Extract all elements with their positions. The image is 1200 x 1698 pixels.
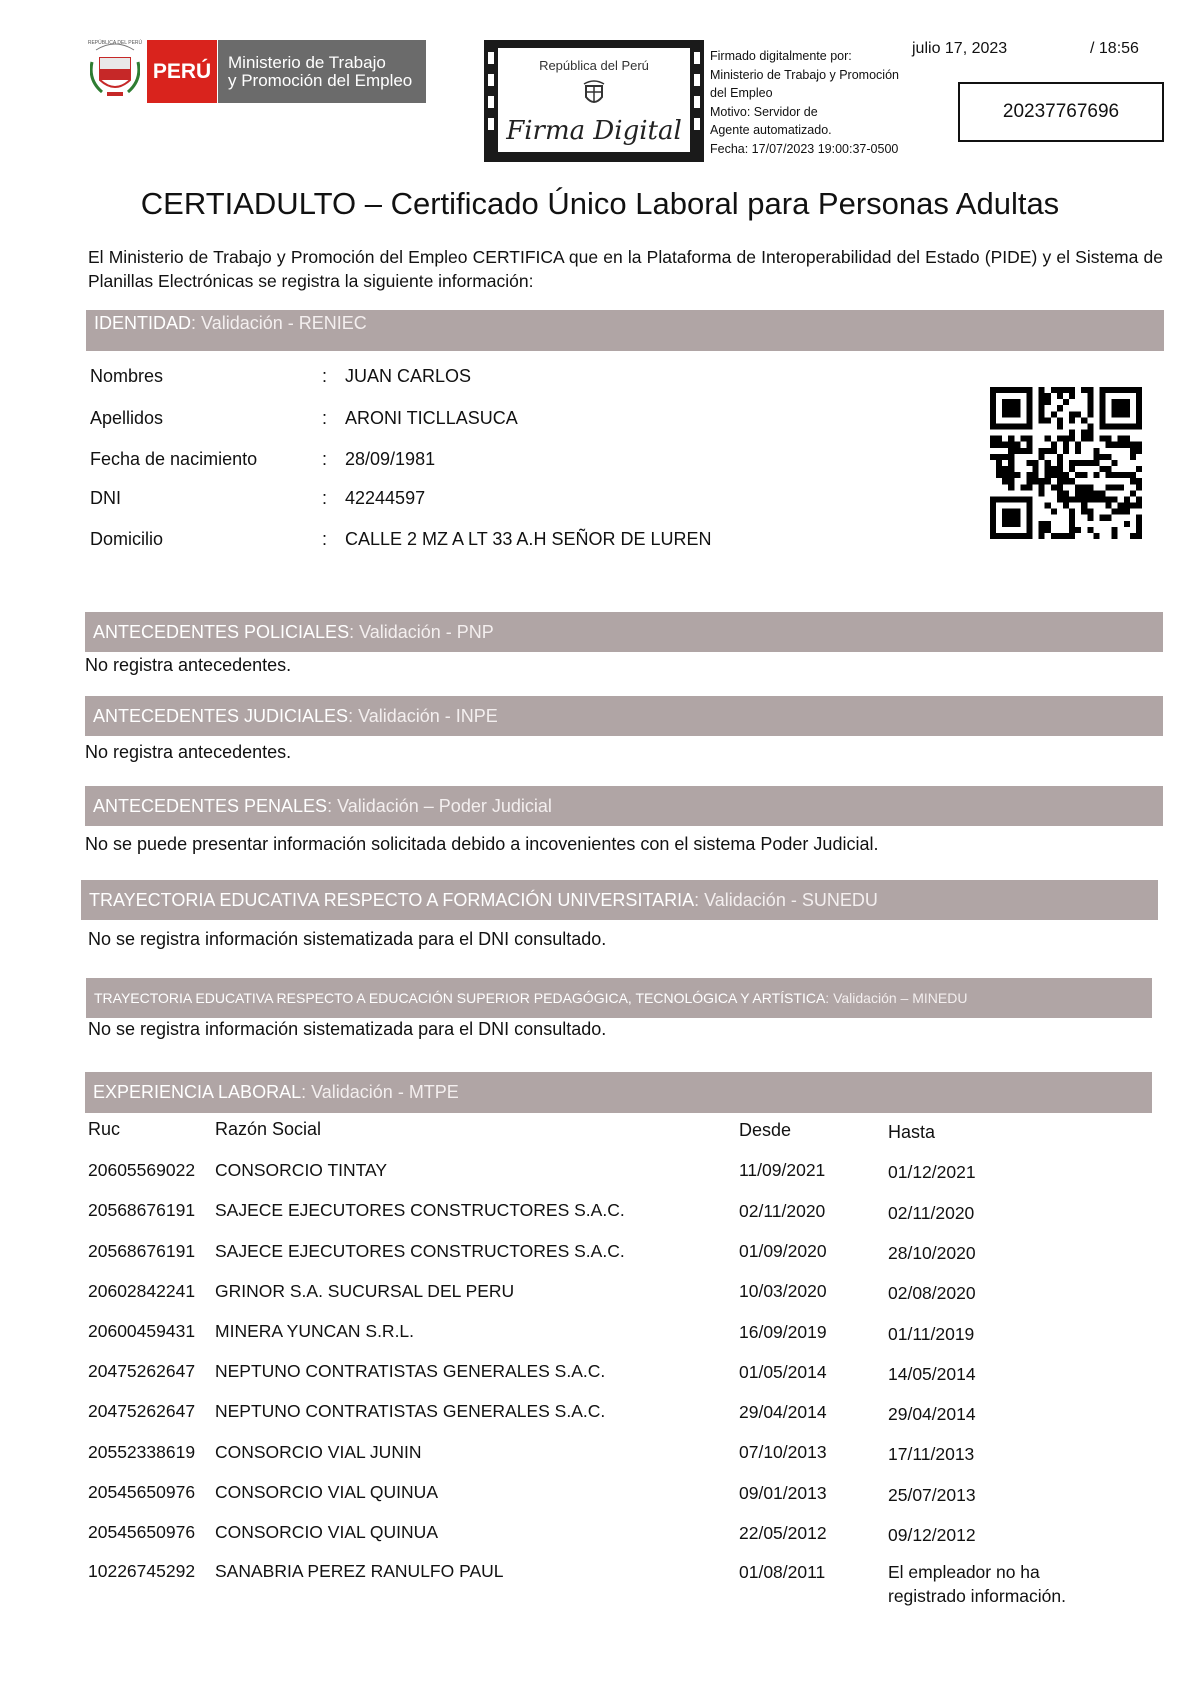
cell-from: 16/09/2019 bbox=[739, 1322, 827, 1342]
field-colon: : bbox=[322, 408, 328, 428]
column-header-to: Hasta bbox=[888, 1122, 936, 1142]
section-title: ANTECEDENTES JUDICIALES bbox=[93, 705, 349, 726]
cell-from: 22/05/2012 bbox=[739, 1523, 827, 1543]
cell-from: 07/10/2013 bbox=[739, 1442, 827, 1462]
cell-name: GRINOR S.A. SUCURSAL DEL PERU bbox=[215, 1281, 515, 1301]
cell-ruc: 20552338619 bbox=[88, 1442, 196, 1462]
shield-emblem-icon bbox=[582, 80, 606, 108]
cell-to: 14/05/2014 bbox=[888, 1364, 976, 1384]
ministry-name-line1: Ministerio de Trabajo bbox=[228, 53, 386, 72]
section-title: ANTECEDENTES PENALES bbox=[93, 795, 328, 816]
document-number: 20237767696 bbox=[1002, 101, 1120, 122]
cell-from: 01/09/2020 bbox=[739, 1241, 827, 1261]
field-value-apellidos: ARONI TICLLASUCA bbox=[345, 408, 518, 428]
section-text-police: No registra antecedentes. bbox=[85, 655, 292, 675]
cell-from: 29/04/2014 bbox=[739, 1402, 827, 1422]
cell-to: 17/11/2013 bbox=[888, 1444, 975, 1464]
cell-name: SAJECE EJECUTORES CONSTRUCTORES S.A.C. bbox=[215, 1241, 625, 1261]
document-number-box bbox=[958, 82, 1164, 142]
section-text-penal: No se puede presentar información solicitada debido a incovenientes con el sistema Poder Judicial. bbox=[85, 834, 879, 854]
cell-name: MINERA YUNCAN S.R.L. bbox=[215, 1321, 415, 1341]
field-label-birthdate: Fecha de nacimiento bbox=[90, 449, 258, 469]
field-value-domicilio: CALLE 2 MZ A LT 33 A.H SEÑOR DE LUREN bbox=[345, 529, 712, 549]
section-text-higher-education: No se registra información sistematizada para el DNI consultado. bbox=[88, 1019, 607, 1039]
crest-caption: REPÚBLICA DEL PERÚ bbox=[87, 40, 143, 46]
cell-to: 28/10/2020 bbox=[888, 1243, 976, 1263]
seal-title: República del Perú bbox=[539, 58, 649, 73]
reason-line1: Motivo: Servidor de bbox=[710, 104, 818, 119]
section-header-judicial bbox=[85, 696, 1163, 736]
cell-ruc: 20568676191 bbox=[88, 1200, 196, 1220]
cell-to: 02/08/2020 bbox=[888, 1283, 976, 1303]
signed-by-label: Firmado digitalmente por: bbox=[710, 49, 852, 63]
section-validation: : Validación - SUNEDU bbox=[694, 889, 878, 910]
section-header-identity bbox=[86, 310, 1164, 351]
digital-signature-seal bbox=[484, 40, 704, 162]
page-title: CERTIADULTO – Certificado Único Laboral para Personas Adultas bbox=[140, 186, 1060, 221]
field-colon: : bbox=[322, 488, 328, 508]
cell-from: 02/11/2020 bbox=[739, 1201, 826, 1221]
field-value-birthdate: 28/09/1981 bbox=[345, 449, 436, 469]
section-header-higher-education bbox=[86, 978, 1152, 1018]
section-validation: : Validación - MTPE bbox=[301, 1082, 459, 1102]
cell-from: 01/05/2014 bbox=[739, 1362, 827, 1382]
cell-to: 02/11/2020 bbox=[888, 1203, 975, 1223]
qr-code bbox=[990, 387, 1142, 539]
cell-ruc: 20545650976 bbox=[88, 1482, 196, 1502]
cell-to: 25/07/2013 bbox=[888, 1485, 976, 1505]
cell-name: SAJECE EJECUTORES CONSTRUCTORES S.A.C. bbox=[215, 1200, 625, 1220]
cell-from: 09/01/2013 bbox=[739, 1483, 827, 1503]
ministry-logo-block bbox=[218, 40, 426, 103]
cell-ruc: 20475262647 bbox=[88, 1401, 196, 1421]
field-colon: : bbox=[322, 449, 328, 469]
column-header-from: Desde bbox=[739, 1120, 792, 1140]
field-label-apellidos: Apellidos bbox=[90, 408, 164, 428]
signer-line1: Ministerio de Trabajo y Promoción bbox=[710, 67, 899, 82]
field-label-dni: DNI bbox=[90, 488, 121, 508]
section-header-experience bbox=[85, 1072, 1152, 1113]
cell-ruc: 20600459431 bbox=[88, 1321, 196, 1341]
section-validation: : Validación – MINEDU bbox=[825, 990, 968, 1006]
issue-time: / 18:56 bbox=[1090, 40, 1139, 57]
cell-name: CONSORCIO VIAL QUINUA bbox=[215, 1522, 438, 1542]
cell-from: 01/08/2011 bbox=[739, 1562, 826, 1582]
cell-to: 09/12/2012 bbox=[888, 1525, 976, 1545]
cell-ruc: 20568676191 bbox=[88, 1241, 196, 1261]
intro-paragraph: El Ministerio de Trabajo y Promoción del Empleo CERTIFICA que en la Plataforma de Interoperabilidad del Estado (PIDE) y el Sistema de Planillas Electrónicas se registra la siguiente información: bbox=[88, 247, 1163, 291]
section-title: EXPERIENCIA LABORAL bbox=[93, 1082, 302, 1102]
cell-ruc: 20545650976 bbox=[88, 1522, 196, 1542]
cell-ruc: 20475262647 bbox=[88, 1361, 196, 1381]
section-validation: : Validación - INPE bbox=[348, 705, 498, 726]
section-header-police bbox=[85, 612, 1163, 652]
section-header-university bbox=[81, 880, 1158, 920]
field-value-nombres: JUAN CARLOS bbox=[345, 366, 472, 386]
ministry-name-line2: y Promoción del Empleo bbox=[228, 71, 413, 90]
cell-name: SANABRIA PEREZ RANULFO PAUL bbox=[215, 1561, 504, 1581]
cell-ruc: 20605569022 bbox=[88, 1160, 196, 1180]
section-header-penal bbox=[85, 786, 1163, 826]
section-title: TRAYECTORIA EDUCATIVA RESPECTO A EDUCACIÓN SUPERIOR PEDAGÓGICA, TECNOLÓGICA Y ARTÍSTICA bbox=[94, 990, 826, 1006]
field-label-nombres: Nombres bbox=[90, 366, 164, 386]
reason-line2: Agente automatizado. bbox=[710, 123, 832, 137]
section-title: ANTECEDENTES POLICIALES bbox=[93, 621, 350, 642]
field-colon: : bbox=[322, 529, 328, 549]
cell-to: 01/12/2021 bbox=[888, 1162, 976, 1182]
field-value-dni: 42244597 bbox=[345, 488, 426, 508]
cell-from: 11/09/2021 bbox=[739, 1160, 826, 1180]
issue-date: julio 17, 2023 bbox=[912, 40, 1008, 57]
cell-from: 10/03/2020 bbox=[739, 1281, 827, 1301]
peru-logo-block bbox=[147, 40, 217, 103]
cell-name: CONSORCIO TINTAY bbox=[215, 1160, 388, 1180]
field-colon: : bbox=[322, 366, 328, 386]
cell-name: CONSORCIO VIAL JUNIN bbox=[215, 1442, 422, 1462]
signature-date-line: Fecha: 17/07/2023 19:00:37-0500 bbox=[710, 141, 899, 156]
signature-info bbox=[710, 47, 940, 158]
section-text-university: No se registra información sistematizada para el DNI consultado. bbox=[88, 929, 607, 949]
cell-name: CONSORCIO VIAL QUINUA bbox=[215, 1482, 438, 1502]
field-label-domicilio: Domicilio bbox=[90, 529, 164, 549]
coat-of-arms-logo bbox=[90, 40, 140, 100]
column-header-ruc: Ruc bbox=[88, 1119, 121, 1139]
cell-to: 01/11/2019 bbox=[888, 1324, 975, 1344]
cell-name: NEPTUNO CONTRATISTAS GENERALES S.A.C. bbox=[215, 1361, 606, 1381]
section-title: IDENTIDAD bbox=[94, 313, 192, 333]
cell-name: NEPTUNO CONTRATISTAS GENERALES S.A.C. bbox=[215, 1401, 606, 1421]
section-title: TRAYECTORIA EDUCATIVA RESPECTO A FORMACIÓN UNIVERSITARIA bbox=[89, 889, 695, 910]
cell-to: El empleador no ha registrado información. bbox=[888, 1562, 1066, 1606]
signer-line2: del Empleo bbox=[710, 86, 773, 100]
seal-label: Firma Digital bbox=[506, 116, 682, 146]
cell-to: 29/04/2014 bbox=[888, 1404, 976, 1424]
column-header-name: Razón Social bbox=[215, 1119, 322, 1139]
cell-ruc: 20602842241 bbox=[88, 1281, 196, 1301]
cell-ruc: 10226745292 bbox=[88, 1561, 196, 1581]
section-validation: : Validación - RENIEC bbox=[191, 313, 367, 333]
section-text-judicial: No registra antecedentes. bbox=[85, 742, 292, 762]
section-validation: : Validación - PNP bbox=[349, 621, 494, 642]
country-label: PERÚ bbox=[152, 59, 212, 83]
section-validation: : Validación – Poder Judicial bbox=[327, 795, 552, 816]
